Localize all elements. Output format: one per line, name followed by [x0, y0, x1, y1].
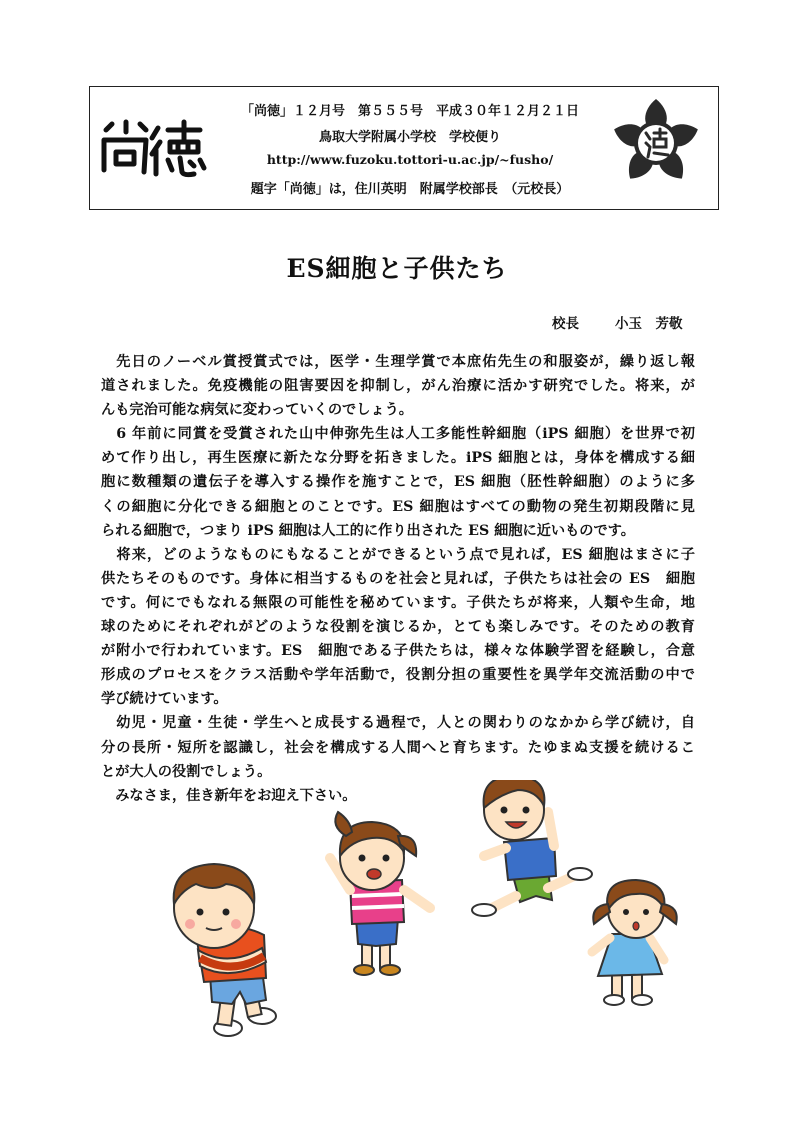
- school-emblem: [608, 93, 704, 189]
- author-name: 小玉 芳敬: [615, 316, 683, 332]
- body-line: が附小で行われています。ES 細胞である子供たちは，様々な体験学習を経験し，合意: [101, 643, 695, 660]
- body-line: 形成のプロセスをクラス活動や学年活動で，役割分担の重要性を異学年交流活動の中で: [101, 667, 695, 684]
- author-line: [552, 312, 683, 332]
- body-line: 6 年前に同賞を受賞された山中伸弥先生は人工多能性幹細胞（iPS 細胞）を世界で初: [101, 426, 695, 443]
- school-name: 鳥取大学附属小学校 学校便り: [318, 130, 501, 145]
- girl-thinking: [592, 880, 677, 1005]
- article-body: [101, 350, 695, 808]
- school-url-link[interactable]: http://www.fuzoku.tottori-u.ac.jp/~fusho/: [266, 152, 554, 167]
- body-line: 学び続けています。: [101, 691, 228, 708]
- boy-jumping: [472, 780, 592, 916]
- body-line: くの細胞に分化できる細胞とのことです。ES 細胞はすべての動物の発生初期段階に見: [101, 498, 695, 515]
- article-title: ES細胞と子供たち: [286, 254, 508, 283]
- boy-arms-crossed: [174, 864, 276, 1036]
- girl-pointing: [330, 812, 430, 975]
- body-line: 分の長所・短所を認識し，社会を構成する人間へと育ちます。たゆまぬ支援を続けるこ: [101, 739, 695, 756]
- children-illustration: [0, 780, 794, 1080]
- body-line: みなさま，佳き新年をお迎え下さい。: [101, 787, 357, 804]
- body-line: んも完治可能な病気に変わっていくのでしょう。: [101, 402, 413, 419]
- body-line: 先日のノーベル賞授賞式では，医学・生理学賞で本庶佑先生の和服姿が，繰り返し報: [101, 354, 695, 370]
- body-line: 胞に数種類の遺伝子を導入する操作を施すことで，ES 細胞（胚性幹細胞）のように多: [101, 474, 695, 491]
- calligraphy-logo: [98, 110, 208, 180]
- body-line: めて作り出し，再生医療に新たな分野を拓きました。iPS 細胞とは，身体を構成する細: [101, 450, 695, 467]
- author-role: 校長: [552, 316, 579, 332]
- issue-line: 「尚徳」１２月号 第５５５号 平成３０年１２月２１日: [240, 104, 579, 119]
- body-line: 球のためにそれぞれがどのような役割を演じるか，とても楽しみです。そのための教育: [101, 619, 695, 636]
- body-line: 供たちそのものです。身体に相当するものを社会と見れば，子供たちは社会の ES 細胞: [101, 570, 695, 587]
- body-line: とが大人の役割でしょう。: [101, 763, 272, 780]
- body-line: 道されました。免疫機能の阻害要因を抑制し，がん治療に活かす研究でした。将来，が: [101, 378, 695, 395]
- calligraphy-credit: 題字「尚徳」は，住川英明 附属学校部長 （元校長）: [250, 182, 570, 197]
- body-line: 将来，どのようなものにもなることができるという点で見れば，ES 細胞はまさに子: [101, 546, 695, 563]
- body-line: 幼児・児童・生徒・学生へと成長する過程で，人との関わりのなかから学び続け，自: [101, 715, 695, 732]
- body-line: られる細胞で，つまり iPS 細胞は人工的に作り出された ES 細胞に近いものです。: [101, 522, 635, 539]
- logo-text: 尚徳: [98, 110, 100, 111]
- body-line: です。何にでもなれる無限の可能性を秘めています。子供たちが将来，人類や生命，地: [101, 594, 695, 611]
